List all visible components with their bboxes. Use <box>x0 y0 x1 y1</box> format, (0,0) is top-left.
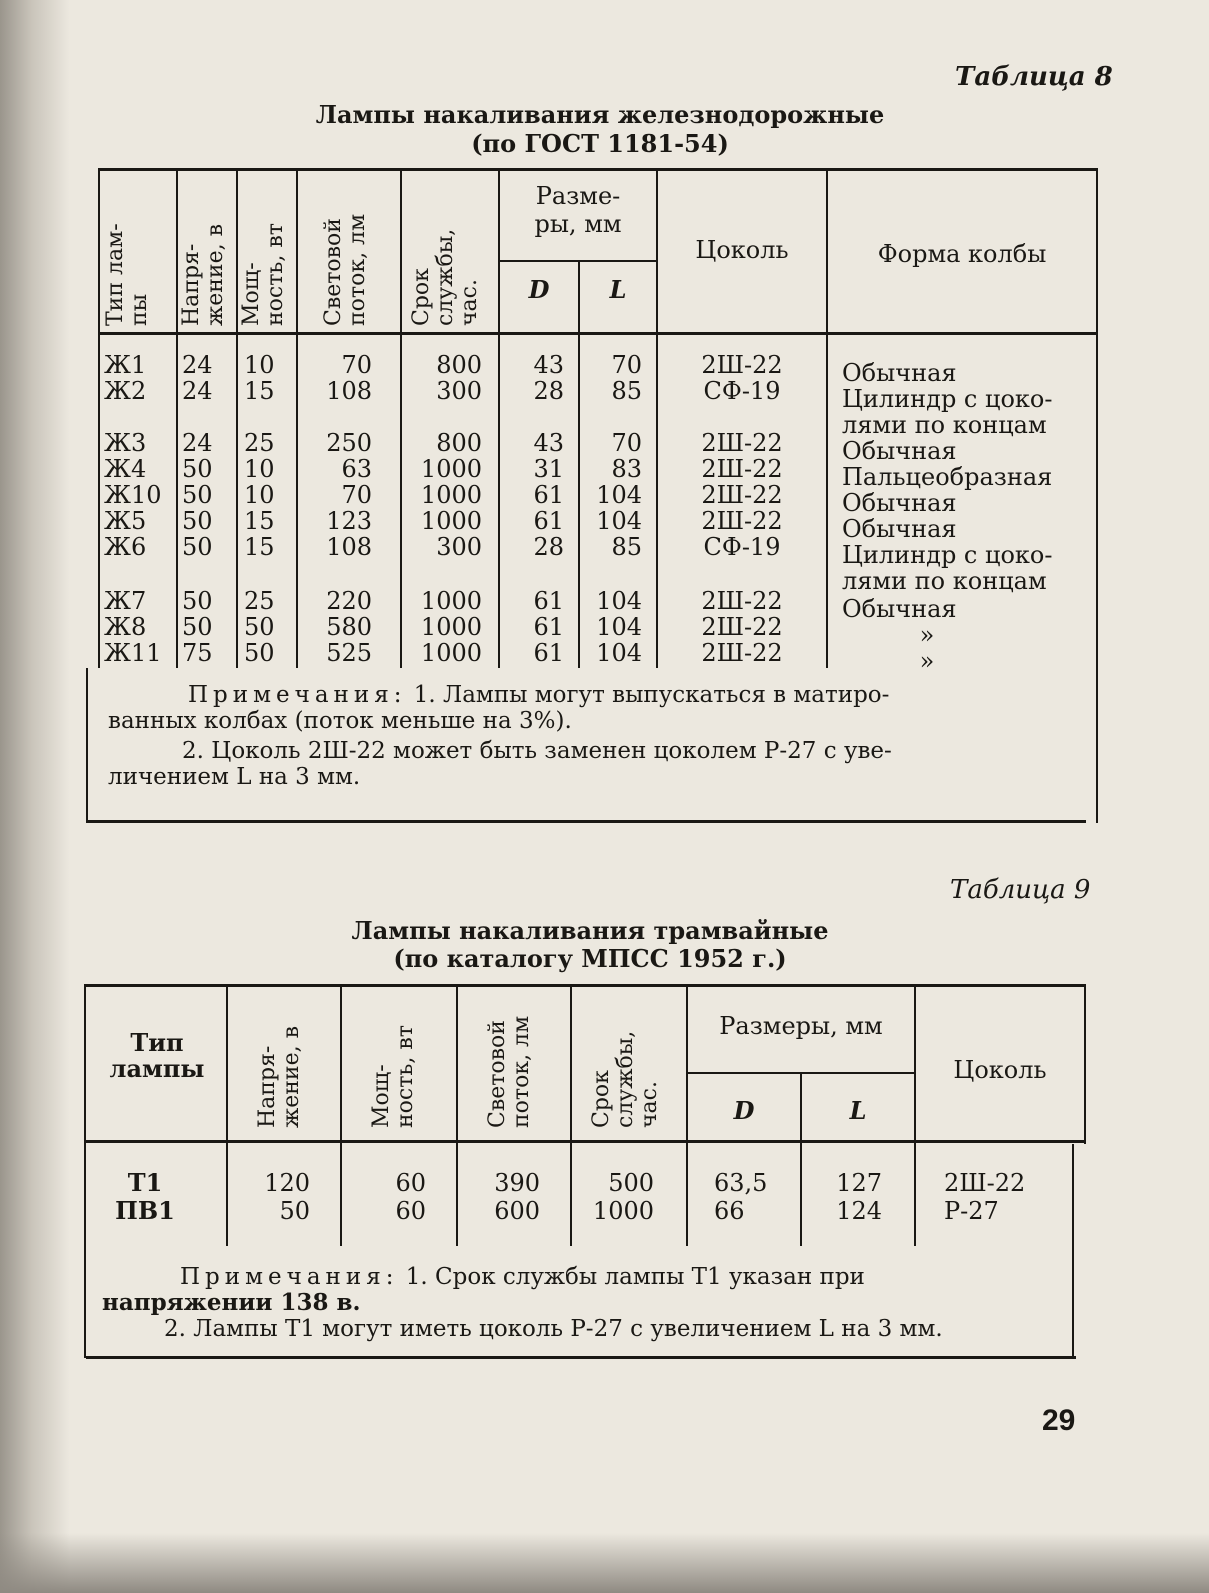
t8-cell-d: 28 <box>533 377 564 405</box>
t8-cell-life: 1000 <box>420 481 482 509</box>
t8-note2: 2. Цоколь 2Ш-22 может быть заменен цоколем Р-27 с уве- <box>182 738 892 764</box>
t8-cell-d: 43 <box>533 351 564 379</box>
t9-cell-flux: 390 <box>494 1169 540 1197</box>
table9-number: Таблица 9 <box>950 875 1091 905</box>
t8-cell-life: 800 <box>436 429 482 457</box>
t8-cell-type: Ж11 <box>104 639 162 667</box>
t8-cell-type: Ж7 <box>104 587 147 615</box>
t8-note1 <box>188 682 1078 708</box>
t9-header-dims: Размеры, мм <box>719 1012 883 1040</box>
t9-cell-type: ПВ1 <box>115 1196 175 1225</box>
t8-cell-base: СФ-19 <box>703 377 781 405</box>
t8-header-dims: Разме- ры, мм <box>534 182 622 238</box>
t8-cell-base: СФ-19 <box>703 533 781 561</box>
t8-note1-cont: ванных колбах (поток меньше на 3%). <box>108 708 572 734</box>
table9-title-line2: (по каталогу МПСС 1952 г.) <box>393 944 787 973</box>
t8-cell-type: Ж6 <box>104 533 147 561</box>
t8-cell-type: Ж2 <box>104 377 147 405</box>
t8-cell-life: 1000 <box>420 455 482 483</box>
table9-title-line1: Лампы накаливания трамвайные <box>351 916 829 945</box>
t8-cell-voltage: 50 <box>182 613 213 641</box>
t8-cell-l: 83 <box>611 455 642 483</box>
t8-cell-bulb: Обычная <box>842 515 957 543</box>
t8-header-voltage: Напря- жение, в <box>179 224 228 326</box>
t9-cell-voltage: 120 <box>264 1169 310 1197</box>
t8-cell-flux: 123 <box>326 507 372 535</box>
t8-cell-d: 61 <box>533 587 564 615</box>
t8-cell-l: 70 <box>611 351 642 379</box>
t8-cell-voltage: 24 <box>182 351 213 379</box>
t9-cell-life: 500 <box>608 1169 654 1197</box>
t8-cell-life: 1000 <box>420 587 482 615</box>
t8-cell-l: 104 <box>596 639 642 667</box>
t8-header-life: Срок службы, час. <box>409 228 482 326</box>
t9-cell-base: 2Ш-22 <box>944 1169 1026 1197</box>
t8-cell-power: 15 <box>244 533 275 561</box>
t9-header-voltage: Напря- жение, в <box>255 1026 304 1128</box>
t8-cell-power: 25 <box>244 587 275 615</box>
t8-header-d: D <box>528 275 550 304</box>
t8-cell-type: Ж8 <box>104 613 147 641</box>
t8-cell-flux: 63 <box>341 455 372 483</box>
t8-cell-voltage: 50 <box>182 533 213 561</box>
t8-cell-flux: 70 <box>341 351 372 379</box>
t8-cell-l: 104 <box>596 481 642 509</box>
t8-cell-type: Ж4 <box>104 455 147 483</box>
t8-cell-voltage: 50 <box>182 481 213 509</box>
t8-cell-flux: 580 <box>326 613 372 641</box>
t8-cell-base: 2Ш-22 <box>701 455 783 483</box>
t8-cell-life: 1000 <box>420 613 482 641</box>
t8-cell-d: 28 <box>533 533 564 561</box>
t8-cell-type: Ж1 <box>104 351 147 379</box>
t8-cell-base: 2Ш-22 <box>701 613 783 641</box>
t8-cell-power: 15 <box>244 377 275 405</box>
table8-title-line1: Лампы накаливания железнодорожные <box>315 100 885 129</box>
t8-cell-flux: 220 <box>326 587 372 615</box>
page-shadow-bottom <box>0 1533 1209 1593</box>
page-shadow-left <box>0 0 70 1593</box>
t8-cell-bulb: » <box>919 621 935 649</box>
t8-cell-d: 61 <box>533 639 564 667</box>
t9-cell-life: 1000 <box>592 1197 654 1225</box>
t8-cell-power: 10 <box>244 351 275 379</box>
t8-cell-flux: 108 <box>326 377 372 405</box>
table8-title-line2: (по ГОСТ 1181-54) <box>471 129 729 158</box>
t8-cell-bulb: Цилиндр с цоко- лями по концам <box>842 541 1053 595</box>
t9-note2: 2. Лампы Т1 могут иметь цоколь Р-27 с увеличением L на 3 мм. <box>164 1316 943 1342</box>
t8-cell-type: Ж3 <box>104 429 147 457</box>
t8-cell-base: 2Ш-22 <box>701 429 783 457</box>
t8-cell-power: 15 <box>244 507 275 535</box>
t8-cell-bulb: Обычная <box>842 437 957 465</box>
t8-cell-base: 2Ш-22 <box>701 351 783 379</box>
t8-cell-life: 300 <box>436 533 482 561</box>
page-number: 29 <box>1042 1404 1076 1437</box>
t8-cell-l: 70 <box>611 429 642 457</box>
t8-cell-d: 61 <box>533 507 564 535</box>
t9-cell-flux: 600 <box>494 1197 540 1225</box>
t9-header-type: Тип лампы <box>109 1028 205 1083</box>
t9-note1-cont: напряжении 138 в. <box>102 1289 361 1316</box>
t8-cell-flux: 525 <box>326 639 372 667</box>
t9-cell-type: Т1 <box>127 1168 163 1197</box>
t8-cell-type: Ж10 <box>104 481 162 509</box>
t9-cell-d: 63,5 <box>714 1169 768 1197</box>
t9-cell-l: 127 <box>836 1169 882 1197</box>
t8-cell-l: 85 <box>611 533 642 561</box>
t8-cell-power: 25 <box>244 429 275 457</box>
t8-cell-life: 1000 <box>420 639 482 667</box>
t9-header-power: Мощ- ность, вт <box>369 1025 418 1128</box>
t8-cell-power: 10 <box>244 455 275 483</box>
t8-cell-l: 104 <box>596 587 642 615</box>
t8-cell-bulb: Обычная <box>842 489 957 517</box>
t9-header-base: Цоколь <box>953 1056 1047 1084</box>
t8-cell-bulb: Пальцеобразная <box>842 463 1053 491</box>
t8-cell-base: 2Ш-22 <box>701 507 783 535</box>
t8-note1-text: 1. Лампы могут выпускаться в матиро- <box>413 682 890 708</box>
t8-cell-flux: 250 <box>326 429 372 457</box>
t8-cell-voltage: 24 <box>182 429 213 457</box>
t9-header-l: L <box>849 1096 867 1125</box>
t9-header-d: D <box>733 1096 755 1125</box>
t8-cell-power: 50 <box>244 639 275 667</box>
t8-cell-d: 61 <box>533 481 564 509</box>
t8-cell-voltage: 24 <box>182 377 213 405</box>
t8-cell-voltage: 50 <box>182 507 213 535</box>
t8-cell-flux: 108 <box>326 533 372 561</box>
t8-note2-cont: личением L на 3 мм. <box>108 764 361 790</box>
t9-cell-base: Р-27 <box>944 1197 999 1225</box>
t9-cell-d: 66 <box>714 1197 745 1225</box>
t9-cell-l: 124 <box>836 1197 882 1225</box>
t9-note1-text: 1. Срок службы лампы Т1 указан при <box>405 1264 865 1290</box>
t8-cell-flux: 70 <box>341 481 372 509</box>
t8-cell-voltage: 50 <box>182 587 213 615</box>
t8-cell-voltage: 50 <box>182 455 213 483</box>
t8-cell-base: 2Ш-22 <box>701 639 783 667</box>
t8-cell-l: 104 <box>596 507 642 535</box>
t8-cell-life: 300 <box>436 377 482 405</box>
t8-notes-label: Примечания: <box>188 682 407 708</box>
t8-cell-l: 85 <box>611 377 642 405</box>
t8-cell-power: 50 <box>244 613 275 641</box>
t8-header-flux: Световой поток, лм <box>321 213 370 326</box>
t8-cell-bulb: » <box>919 647 935 675</box>
t8-cell-bulb: Цилиндр с цоко- лями по концам <box>842 385 1053 439</box>
t8-header-base: Цоколь <box>695 236 789 264</box>
t8-cell-type: Ж5 <box>104 507 147 535</box>
t8-header-type: Тип лам- пы <box>103 223 152 326</box>
t8-cell-base: 2Ш-22 <box>701 481 783 509</box>
t8-header-bulb: Форма колбы <box>877 240 1047 268</box>
t8-cell-base: 2Ш-22 <box>701 587 783 615</box>
t9-cell-voltage: 50 <box>279 1197 310 1225</box>
t8-cell-d: 61 <box>533 613 564 641</box>
t9-header-life: Срок службы, час. <box>589 1030 662 1128</box>
t8-header-power: Мощ- ность, вт <box>239 223 288 326</box>
t9-note1 <box>180 1264 1070 1290</box>
t8-cell-d: 31 <box>533 455 564 483</box>
t8-cell-life: 800 <box>436 351 482 379</box>
t9-cell-power: 60 <box>395 1197 426 1225</box>
t9-cell-power: 60 <box>395 1169 426 1197</box>
t8-cell-bulb: Обычная <box>842 595 957 623</box>
t8-cell-voltage: 75 <box>182 639 213 667</box>
table8-number: Таблица 8 <box>955 62 1113 92</box>
t9-header-flux: Световой поток, лм <box>485 1015 534 1128</box>
t8-cell-bulb: Обычная <box>842 359 957 387</box>
t8-header-l: L <box>609 275 627 304</box>
t8-cell-l: 104 <box>596 613 642 641</box>
t8-cell-d: 43 <box>533 429 564 457</box>
t8-cell-life: 1000 <box>420 507 482 535</box>
t8-cell-power: 10 <box>244 481 275 509</box>
t9-notes-label: Примечания: <box>180 1264 399 1290</box>
